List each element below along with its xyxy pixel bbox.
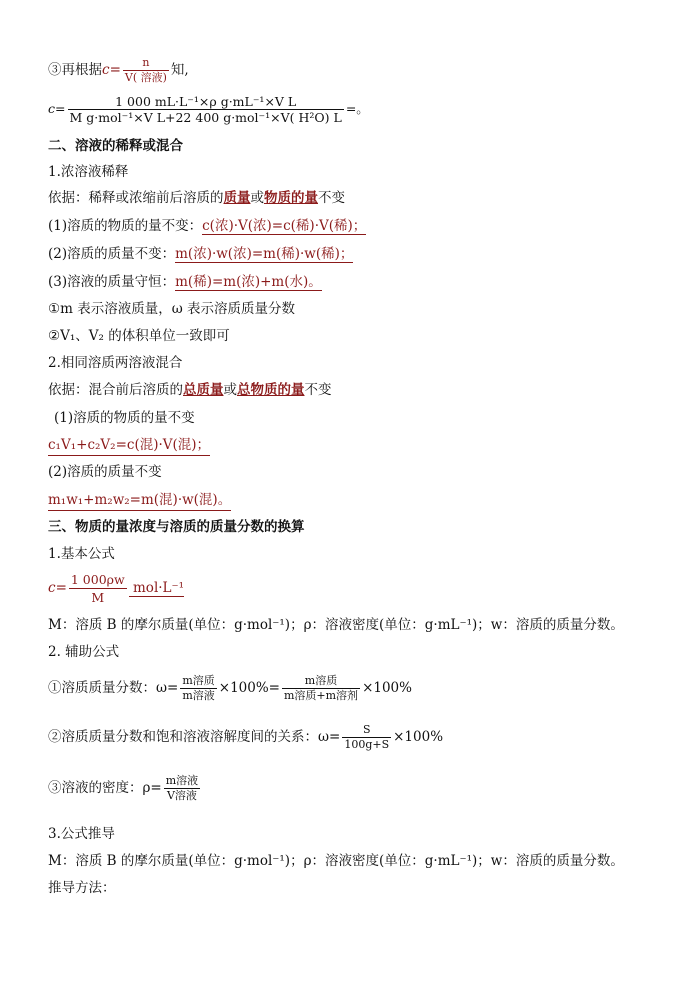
rule-1 <box>48 216 366 236</box>
numerator: m溶质 <box>282 674 360 689</box>
note-1: ①m 表示溶液质量，ω 表示溶质质量分数 <box>48 301 295 317</box>
formula-answer: m(稀)=m(浓)+m(水)。 <box>175 274 322 290</box>
aux-formula-1 <box>48 670 412 706</box>
text: 不变 <box>318 190 345 206</box>
text: 或 <box>250 190 264 206</box>
fraction <box>69 571 127 606</box>
mix-formula-1: c₁V₁+c₂V₂=c(混)·V(混)； <box>48 435 210 456</box>
keyword-total-amount: 总物质的量 <box>237 382 305 398</box>
basis-line-1 <box>48 188 345 208</box>
numerator: 1 000ρw <box>70 572 125 587</box>
subheading-4: 2. 辅助公式 <box>48 644 120 660</box>
text: 或 <box>223 382 237 398</box>
symbol-c: c <box>102 62 110 78</box>
equals: = <box>55 580 67 596</box>
section-heading-2: 二、溶液的稀释或混合 <box>48 138 183 154</box>
text: ③溶液的密度：ρ= <box>48 780 162 796</box>
note-2: ②V₁、V₂ 的体积单位一致即可 <box>48 328 230 344</box>
keyword-total-mass: 总质量 <box>183 382 224 398</box>
numerator: m溶质 <box>182 674 215 687</box>
text: (1)溶质的物质的量不变： <box>48 218 203 234</box>
text: 依据：混合前后溶质的 <box>48 382 183 398</box>
aux-formula-3 <box>48 770 202 806</box>
text: (2)溶质的质量不变： <box>48 246 176 262</box>
derivation-label: 推导方法： <box>48 880 116 896</box>
basis-line-2 <box>48 380 332 400</box>
text: ②溶质质量分数和饱和溶液溶解度间的关系：ω= <box>48 729 341 745</box>
symbol-c: c <box>48 580 56 596</box>
text: 依据：稀释或浓缩前后溶质的 <box>48 190 224 206</box>
denominator: M <box>91 590 105 605</box>
subheading-2: 2.相同溶质两溶液混合 <box>48 355 183 371</box>
fraction <box>68 94 344 125</box>
fraction <box>123 56 169 85</box>
denominator: m溶质+m溶剂 <box>283 689 359 702</box>
mix-formula-2: m₁w₁+m₂w₂=m(混)·w(混)。 <box>48 490 231 511</box>
text: 知, <box>170 62 189 78</box>
mix-rule-1: (1)溶质的物质的量不变 <box>54 410 195 426</box>
numerator: 1 000 mL·L⁻¹×ρ g·mL⁻¹×V L <box>68 94 344 110</box>
denominator: V( 溶液) <box>124 71 167 84</box>
description-2: M：溶质 B 的摩尔质量(单位：g·mol⁻¹)；ρ：溶液密度(单位：g·mL⁻¹)；w：溶质的质量分数。 <box>48 853 624 869</box>
denominator: 100g+S <box>344 738 390 751</box>
formula-answer: m(浓)·w(浓)=m(稀)·w(稀)； <box>175 246 354 262</box>
numerator: m溶液 <box>165 774 199 787</box>
text: ③再根据 <box>48 62 102 78</box>
text: (3)溶液的质量守恒： <box>48 274 176 290</box>
fraction <box>342 723 391 752</box>
text: ×100% <box>362 680 412 696</box>
text: ×100% <box>393 729 444 745</box>
mix-rule-2: (2)溶质的质量不变 <box>48 464 162 480</box>
section-heading-3: 三、物质的量浓度与溶质的质量分数的换算 <box>48 519 305 535</box>
numerator: n <box>123 56 169 71</box>
fraction <box>164 774 200 803</box>
formula-concentration-line <box>48 56 189 85</box>
keyword-amount: 物质的量 <box>264 190 318 206</box>
aux-formula-2 <box>48 719 443 755</box>
text: ①溶质质量分数：ω= <box>48 680 179 696</box>
formula-answer: c(浓)·V(浓)=c(稀)·V(稀)； <box>202 218 367 234</box>
text: 不变 <box>304 382 332 398</box>
description-1: M：溶质 B 的摩尔质量(单位：g·mol⁻¹)；ρ：溶液密度(单位：g·mL⁻¹)；w：溶质的质量分数。 <box>48 617 624 633</box>
rule-2 <box>48 244 353 264</box>
formula-big-fraction <box>48 94 369 125</box>
text: ×100%= <box>218 680 280 696</box>
denominator: V溶液 <box>166 789 197 802</box>
keyword-mass: 质量 <box>223 190 251 206</box>
denominator: m溶液 <box>182 689 215 702</box>
subheading-1: 1.浓溶液稀释 <box>48 164 129 180</box>
subheading-5: 3.公式推导 <box>48 826 115 842</box>
fraction <box>180 674 216 703</box>
rule-3 <box>48 272 322 292</box>
numerator: S <box>342 723 391 738</box>
symbol-c: c <box>48 101 56 116</box>
basic-formula <box>48 570 184 606</box>
equals: = <box>55 101 66 116</box>
subheading-3: 1.基本公式 <box>48 546 115 562</box>
fraction <box>282 674 360 703</box>
denominator: M g·mol⁻¹×V L+22 400 g·mol⁻¹×V( H²O) L <box>69 110 342 125</box>
unit: mol·L⁻¹ <box>128 580 185 596</box>
text: =。 <box>345 101 369 116</box>
equals: = <box>109 62 121 78</box>
